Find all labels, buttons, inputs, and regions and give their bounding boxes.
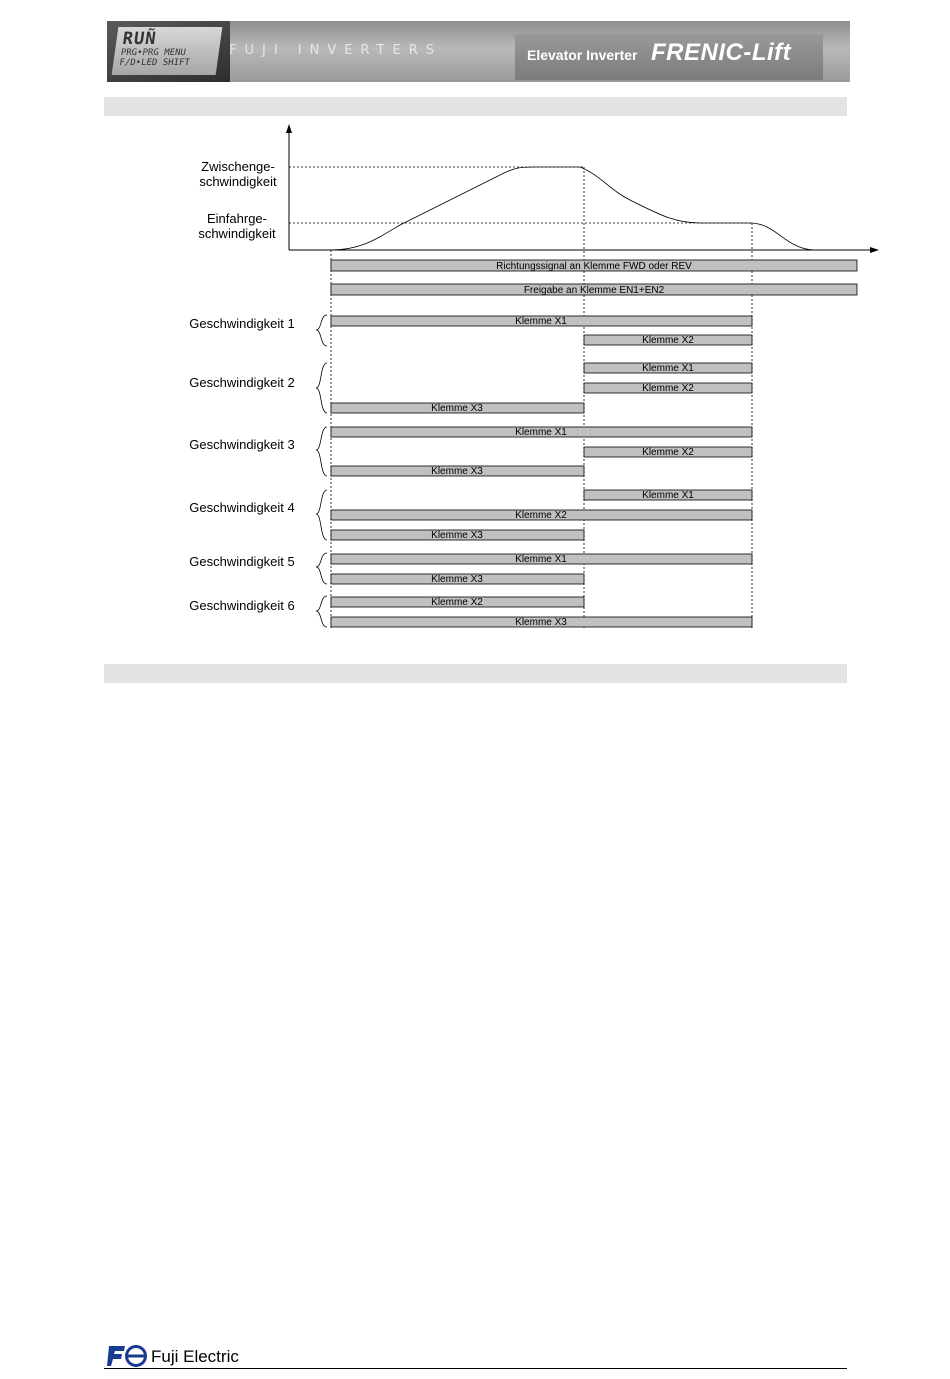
x-axis-arrow-icon bbox=[870, 247, 879, 253]
speed-6-label: Geschwindigkeit 6 bbox=[189, 598, 295, 613]
lcd-line-1: RUÑ bbox=[121, 29, 158, 49]
speed-6-bar-x2-label: Klemme X2 bbox=[431, 597, 483, 608]
creep-speed-label-1: Einfahrge- bbox=[207, 211, 267, 226]
footer-company-name: Fuji Electric bbox=[151, 1347, 239, 1366]
speed-2-label: Geschwindigkeit 2 bbox=[189, 375, 295, 390]
creep-speed-label-2: schwindigkeit bbox=[198, 226, 276, 241]
speed-1-bar-x1-label: Klemme X1 bbox=[515, 316, 567, 327]
speed-6-brace bbox=[316, 596, 327, 627]
speed-6-bar-x3-label: Klemme X3 bbox=[515, 617, 567, 628]
y-axis-arrow-icon bbox=[286, 124, 292, 133]
enable-signal-label: Freigabe an Klemme EN1+EN2 bbox=[523, 285, 665, 296]
lcd-line-2: PRG•PRG MENU bbox=[120, 48, 187, 58]
speed-1-brace bbox=[316, 315, 327, 346]
speed-4-label: Geschwindigkeit 4 bbox=[189, 500, 295, 515]
product-label: Elevator Inverter bbox=[527, 47, 638, 63]
brand-text: FUJI INVERTERS bbox=[229, 43, 442, 58]
speed-2-bar-x2-label: Klemme X2 bbox=[642, 383, 694, 394]
speed-5-label: Geschwindigkeit 5 bbox=[189, 554, 295, 569]
footer-divider bbox=[104, 1368, 847, 1369]
direction-signal-label: Richtungssignal an Klemme FWD oder REV bbox=[496, 261, 692, 272]
speed-2-brace bbox=[316, 363, 327, 413]
speed-timing-diagram bbox=[0, 0, 950, 660]
speed-2-bar-x1-label: Klemme X1 bbox=[642, 363, 694, 374]
speed-1-label: Geschwindigkeit 1 bbox=[189, 316, 295, 331]
speed-3-bar-x1-label: Klemme X1 bbox=[515, 427, 567, 438]
lcd-line-3: F/D•LED SHIFT bbox=[118, 58, 191, 68]
speed-4-bar-x3-label: Klemme X3 bbox=[431, 530, 483, 541]
speed-5-bar-x1-label: Klemme X1 bbox=[515, 554, 567, 565]
intermediate-speed-label-1: Zwischenge- bbox=[201, 159, 275, 174]
speed-1-bar-x2-label: Klemme X2 bbox=[642, 335, 694, 346]
product-name: FRENIC-Lift bbox=[651, 39, 792, 66]
speed-4-bar-x2-label: Klemme X2 bbox=[515, 510, 567, 521]
speed-3-label: Geschwindigkeit 3 bbox=[189, 437, 295, 452]
speed-3-bar-x3-label: Klemme X3 bbox=[431, 466, 483, 477]
speed-curve bbox=[331, 167, 857, 250]
speed-5-brace bbox=[316, 553, 327, 584]
speed-5-bar-x3-label: Klemme X3 bbox=[431, 574, 483, 585]
fuji-electric-logo-icon bbox=[107, 1344, 147, 1368]
speed-3-brace bbox=[316, 427, 327, 476]
section-band-bottom bbox=[104, 664, 847, 683]
speed-4-bar-x1-label: Klemme X1 bbox=[642, 490, 694, 501]
speed-3-bar-x2-label: Klemme X2 bbox=[642, 447, 694, 458]
speed-2-bar-x3-label: Klemme X3 bbox=[431, 403, 483, 414]
intermediate-speed-label-2: schwindigkeit bbox=[199, 174, 277, 189]
speed-4-brace bbox=[316, 490, 327, 540]
